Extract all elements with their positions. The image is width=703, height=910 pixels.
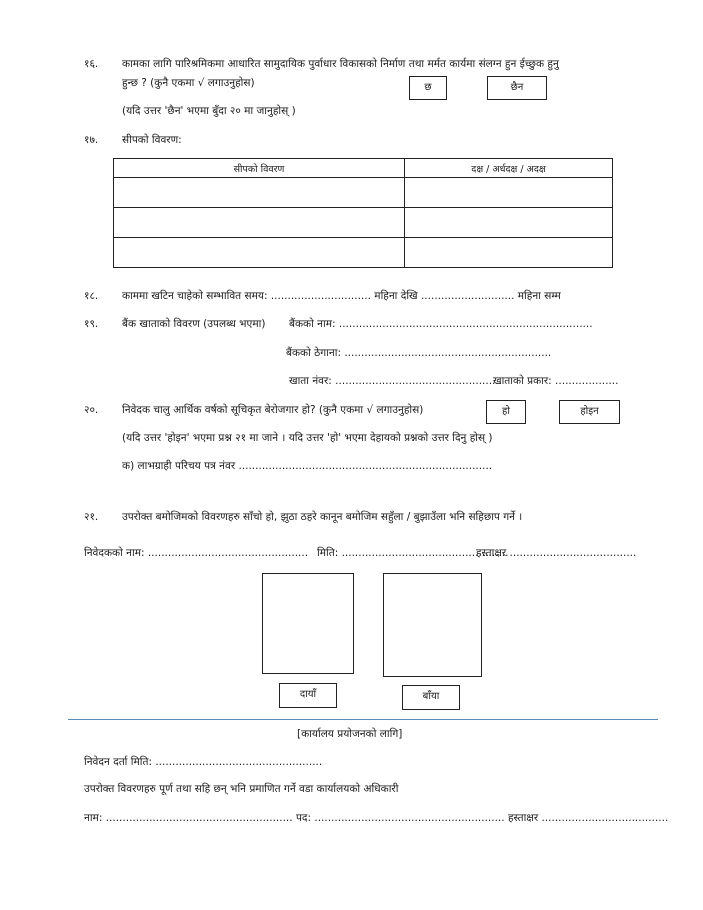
q20-no-checkbox[interactable]: होइन: [559, 400, 620, 424]
q18-number: १८.: [84, 290, 99, 302]
q21-declaration: उपरोक्त बमोजिमको विवरणहरु साँचो हो, झुठा ठहरे कानून बमोजिम सहुँला / बुझाउँला भनि सहिछाप गर्ने ।: [122, 511, 523, 523]
q16-note: (यदि उत्तर 'छैन' भएमा बुँदा २० मा जानुहोस् ): [122, 105, 296, 117]
applicant-name-field[interactable]: निवेदकको नाम: ................................................: [84, 547, 309, 559]
q20-number: २०.: [84, 404, 99, 416]
q19-label: बैंक खाताको विवरण (उपलब्ध भएमा): [122, 318, 266, 330]
q16-number: १६.: [84, 58, 99, 70]
q20-question: निवेदक चालु आर्थिक वर्षको सूचिकृत बेरोजगार हो? (कुनै एकमा √ लगाउनुहोस): [122, 404, 424, 416]
skill-description-cell[interactable]: [114, 238, 405, 268]
office-certification-text: उपरोक्त विवरणहरु पूर्ण तथा सहि छन् भनि प्रमाणित गर्ने वडा कार्यालयको अधिकारी: [84, 783, 399, 795]
table-row: [114, 178, 613, 208]
table-row: [114, 208, 613, 238]
left-thumbprint-box[interactable]: [383, 573, 482, 677]
beneficiary-id-field[interactable]: क) लाभग्राही परिचय पत्र नंवर ............................................................................: [122, 460, 493, 472]
q16-no-checkbox[interactable]: छैन: [487, 76, 547, 100]
skill-level-cell[interactable]: [405, 208, 613, 238]
skill-description-cell[interactable]: [114, 178, 405, 208]
q21-number: २१.: [84, 511, 99, 523]
q16-yes-checkbox[interactable]: छ: [409, 76, 447, 100]
office-separator: [68, 719, 658, 720]
skill-description-cell[interactable]: [114, 208, 405, 238]
right-thumb-label: दायाँ: [279, 683, 337, 708]
skills-header-level: दक्ष / अर्धदक्ष / अदक्ष: [405, 159, 613, 178]
q17-number: १७.: [84, 134, 99, 146]
account-type-field[interactable]: खाताको प्रकार: ...................: [493, 375, 619, 387]
right-thumbprint-box[interactable]: [262, 573, 354, 674]
bank-address-field[interactable]: बैंकको ठेगाना: ..............................................................: [286, 347, 552, 359]
registration-date-field[interactable]: निवेदन दर्ता मिति: ..................................................: [84, 756, 323, 768]
q16-question-line2: हुन्छ ? (कुनै एकमा √ लगाउनुहोस): [122, 77, 255, 89]
skills-table: [113, 158, 613, 268]
q18-availability-field[interactable]: काममा खटिन चाहेको सम्भावित समय: .............................. महिना देखि ............................ महिना सम्म: [122, 290, 561, 302]
left-thumb-label: बाँया: [402, 685, 460, 710]
official-details-field[interactable]: नाम: ........................................................ पद: ......................................................... हस्ताक्षर ......................................: [84, 812, 669, 824]
q20-yes-checkbox[interactable]: हो: [486, 400, 526, 424]
skill-level-cell[interactable]: [405, 238, 613, 268]
applicant-date-field[interactable]: मिति: ..................................................: [317, 547, 509, 559]
applicant-signature-field[interactable]: हस्ताक्षर ......................................: [476, 547, 637, 559]
q19-number: १९.: [84, 318, 99, 330]
office-heading: [कार्यालय प्रयोजनको लागि]: [297, 728, 403, 740]
table-row: [114, 238, 613, 268]
q16-question-line1: कामका लागि पारिश्रमिकमा आधारित सामुदायिक पुर्वाधार विकासको निर्माण तथा मर्मत कार्यमा संलग्न हुन ईच्छुक हुनु: [122, 58, 559, 70]
skills-header-description: सीपको विवरण: [114, 159, 405, 178]
q17-label: सीपको विवरण:: [122, 134, 182, 146]
skill-level-cell[interactable]: [405, 178, 613, 208]
q20-note: (यदि उत्तर 'होइन' भएमा प्रश्न २१ मा जाने । यदि उत्तर 'हो' भएमा देहायको प्रश्नको उत्तर दिनु होस् ): [122, 432, 493, 444]
account-number-field[interactable]: खाता नंवर: ..................................................: [289, 375, 503, 387]
bank-name-field[interactable]: बैंकको नाम: ............................................................................: [289, 318, 593, 330]
